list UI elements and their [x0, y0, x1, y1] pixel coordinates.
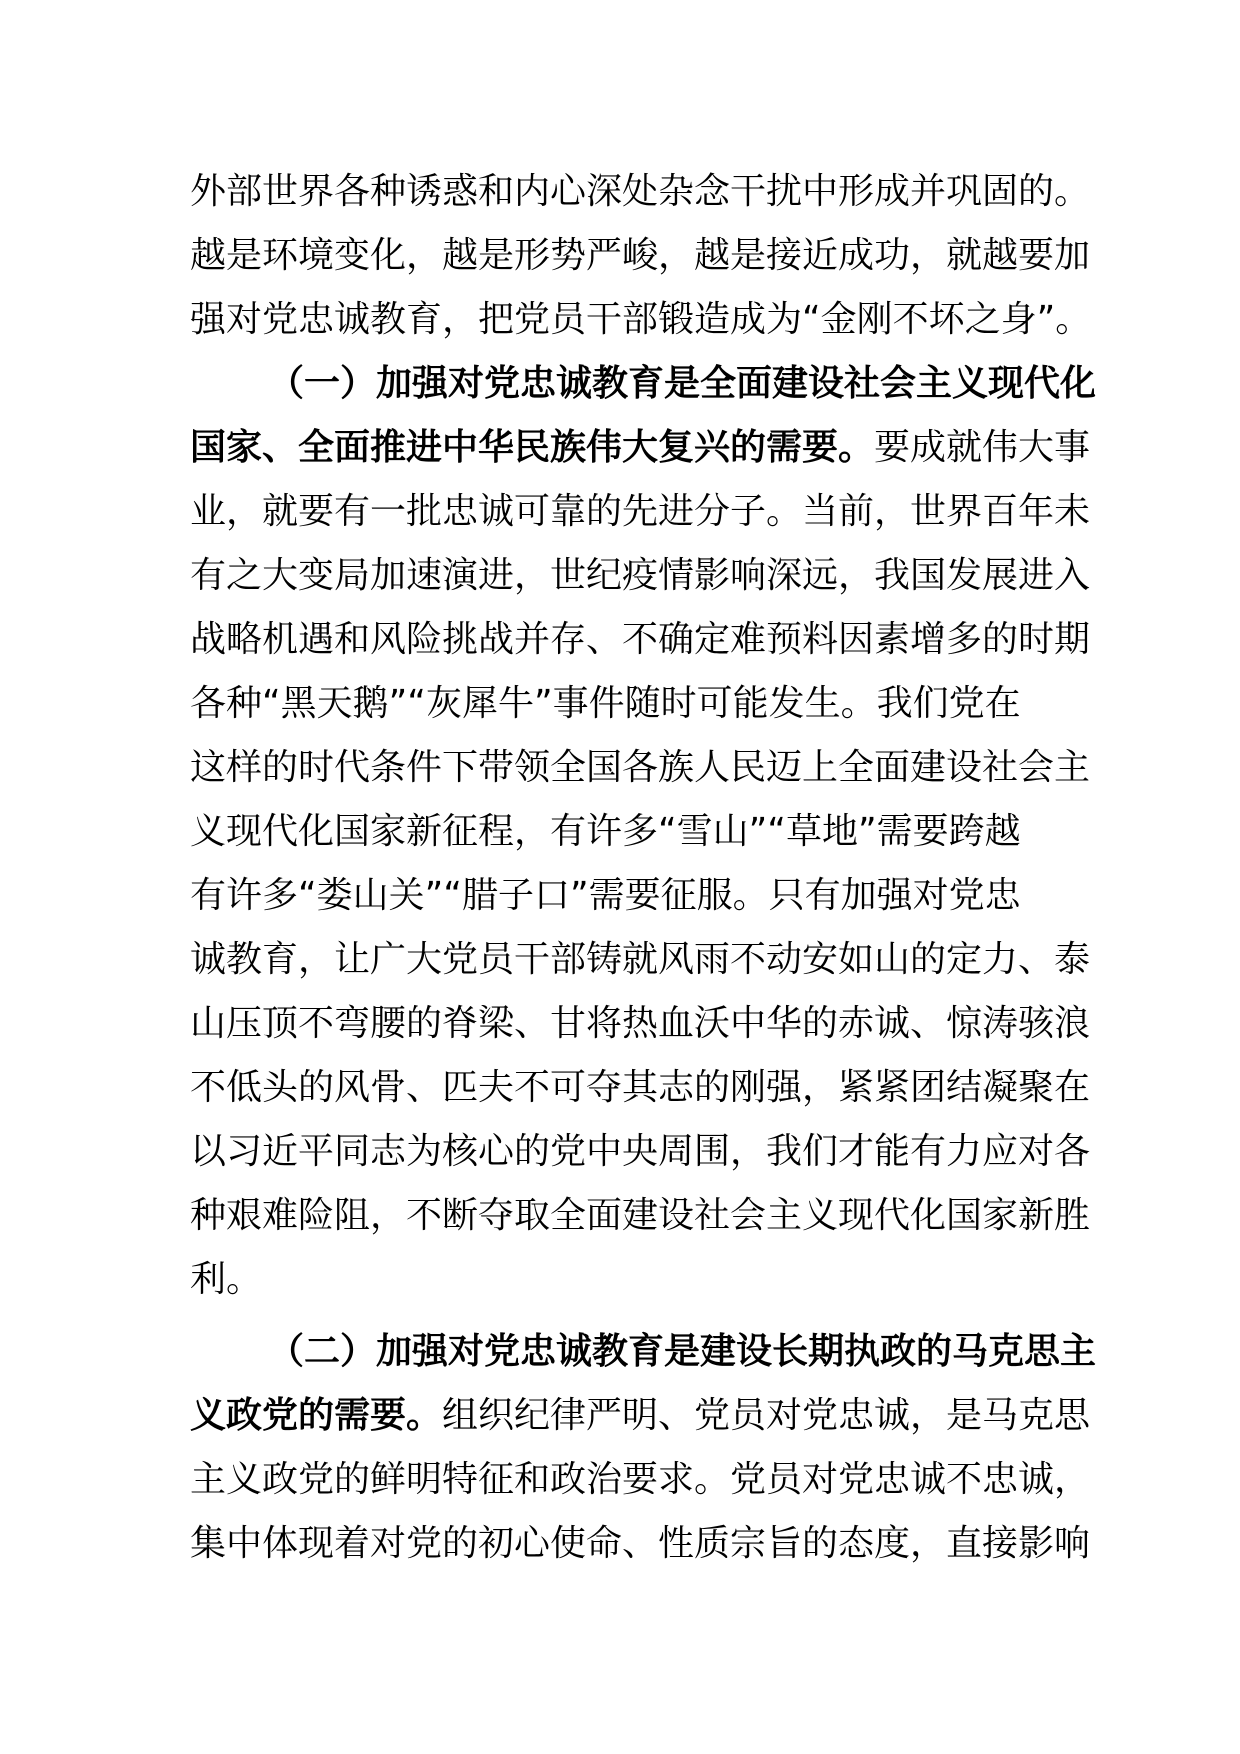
text-line	[190, 1520, 1090, 1568]
text-line	[190, 1456, 1090, 1504]
text-line	[190, 168, 1090, 216]
text-segment: 这样的时代条件下带领全国各族人民迈上全面建设社会主	[190, 747, 1091, 788]
text-segment: 越是环境变化，越是形势严峻，越是接近成功，就越要加	[190, 235, 1091, 276]
text-segment: 以习近平同志为核心的党中央周围，我们才能有力应对各	[190, 1131, 1091, 1172]
text-line	[190, 1256, 262, 1304]
text-line	[190, 1000, 1090, 1048]
text-line	[190, 1064, 1090, 1112]
text-line	[190, 936, 1090, 984]
text-segment: 各种“黑天鹅”“灰犀牛”事件随时可能发生。我们党在	[190, 683, 1021, 724]
text-segment: 有许多“娄山关”“腊子口”需要征服。只有加强对党忠	[190, 875, 1021, 916]
text-segment: 利。	[190, 1259, 263, 1300]
section-heading-2	[268, 1328, 1096, 1376]
text-segment: 主义政党的鲜明特征和政治要求。党员对党忠诚不忠诚，	[190, 1459, 1091, 1500]
text-segment: 诚教育，让广大党员干部铸就风雨不动安如山的定力、泰	[190, 939, 1091, 980]
text-segment: 强对党忠诚教育，把党员干部锻造成为“金刚不坏之身”。	[190, 299, 1092, 340]
text-segment: 义现代化国家新征程，有许多“雪山”“草地”需要跨越	[190, 811, 1021, 852]
text-line	[190, 808, 1021, 856]
text-segment: 山压顶不弯腰的脊梁、甘将热血沃中华的赤诚、惊涛骇浪	[190, 1003, 1091, 1044]
text-segment: 不低头的风骨、匹夫不可夺其志的刚强，紧紧团结凝聚在	[190, 1067, 1091, 1108]
heading-continuation: 义政党的需要。	[190, 1395, 443, 1436]
text-segment: 要成就伟大事	[874, 427, 1091, 468]
text-segment: 业，就要有一批忠诚可靠的先进分子。当前，世界百年未	[190, 491, 1091, 532]
text-segment: 集中体现着对党的初心使命、性质宗旨的态度，直接影响	[190, 1523, 1091, 1564]
text-line	[190, 744, 1090, 792]
text-line	[190, 296, 1091, 344]
text-segment: （一）加强对党忠诚教育是全面建设社会主义现代化	[268, 363, 1097, 404]
text-line	[190, 424, 1090, 472]
text-line	[190, 1392, 1090, 1440]
text-segment: 种艰难险阻，不断夺取全面建设社会主义现代化国家新胜	[190, 1195, 1091, 1236]
text-line	[190, 1128, 1090, 1176]
text-segment: （二）加强对党忠诚教育是建设长期执政的马克思主	[268, 1331, 1097, 1372]
text-segment: 战略机遇和风险挑战并存、不确定难预料因素增多的时期	[190, 619, 1091, 660]
text-segment: 组织纪律严明、党员对党忠诚，是马克思	[442, 1395, 1091, 1436]
text-line	[190, 1192, 1090, 1240]
text-line	[190, 872, 1021, 920]
text-segment: 外部世界各种诱惑和内心深处杂念干扰中形成并巩固的。	[190, 171, 1091, 212]
text-segment: 有之大变局加速演进，世纪疫情影响深远，我国发展进入	[190, 555, 1091, 596]
section-heading-1	[268, 360, 1096, 408]
text-line	[190, 616, 1090, 664]
text-line	[190, 232, 1090, 280]
text-line	[190, 680, 1021, 728]
text-line	[190, 552, 1090, 600]
heading-continuation: 国家、全面推进中华民族伟大复兴的需要。	[190, 427, 875, 468]
text-line	[190, 488, 1090, 536]
